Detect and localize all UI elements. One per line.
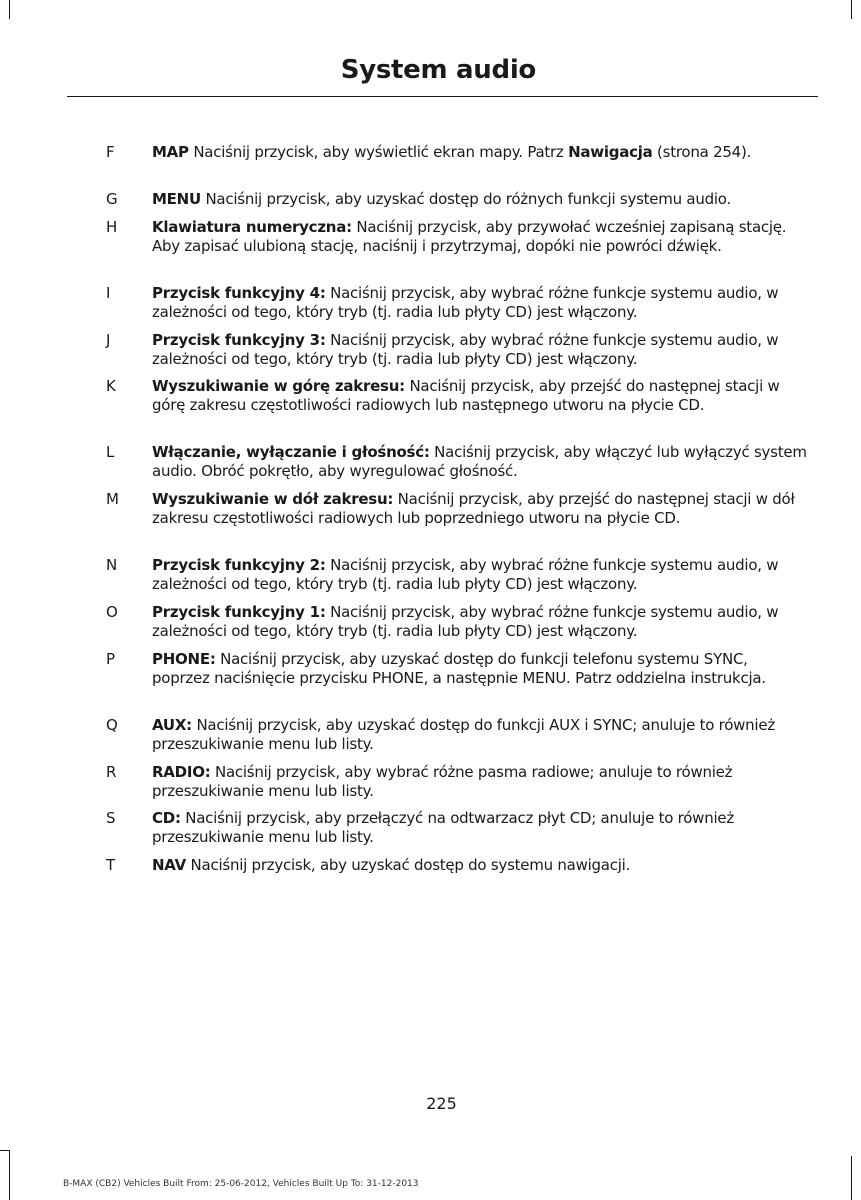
item-text: [152, 716, 809, 755]
item-letter: M: [106, 490, 119, 508]
item-term: RADIO:: [152, 763, 211, 781]
item-body: Naciśnij przycisk, aby wyświetlić ekran mapy. Patrz: [193, 143, 569, 161]
item-term: Przycisk funkcyjny 4:: [152, 284, 326, 302]
footer-vehicle-info: B-MAX (CB2) Vehicles Built From: 25-06-2012, Vehicles Built Up To: 31-12-2013: [63, 1179, 419, 1189]
item-letter: I: [106, 284, 111, 302]
item-reference: Nawigacja: [568, 143, 653, 161]
item-text: [152, 218, 809, 257]
item-term: MAP: [152, 143, 189, 161]
crop-mark-top-right: [851, 0, 852, 19]
item-text: [152, 377, 809, 416]
item-body: Naciśnij przycisk, aby uzyskać dostęp do systemu nawigacji.: [190, 856, 631, 874]
item-term: Klawiatura numeryczna:: [152, 218, 352, 236]
item-letter: O: [106, 603, 118, 621]
item-letter: T: [106, 856, 116, 874]
item-term: Przycisk funkcyjny 3:: [152, 331, 326, 349]
item-letter: N: [106, 556, 118, 574]
item-tail: (strona 254).: [652, 143, 752, 161]
item-body: Naciśnij przycisk, aby uzyskać dostęp do różnych funkcji systemu audio.: [205, 190, 731, 208]
item-body: Naciśnij przycisk, aby przełączyć na odtwarzacz płyt CD; anuluje to również przeszukiwanie menu lub listy.: [152, 809, 734, 847]
item-term: Wyszukiwanie w dół zakresu:: [152, 490, 394, 508]
item-text: [152, 284, 809, 323]
item-letter: S: [106, 809, 116, 827]
item-body: Naciśnij przycisk, aby wybrać różne funkcje systemu audio, w zależności od tego, który tryb (tj. radia lub płyty CD) jest włączony.: [152, 284, 779, 322]
header-divider: [67, 96, 818, 97]
item-term: PHONE:: [152, 650, 216, 668]
item-letter: L: [106, 443, 115, 461]
item-body: Naciśnij przycisk, aby wybrać różne pasma radiowe; anuluje to również przeszukiwanie menu lub listy.: [152, 763, 733, 801]
item-term: MENU: [152, 190, 201, 208]
item-body: Naciśnij przycisk, aby wybrać różne funkcje systemu audio, w zależności od tego, który tryb (tj. radia lub płyty CD) jest włączony.: [152, 331, 779, 369]
item-body: Naciśnij przycisk, aby włączyć lub wyłączyć system audio. Obróć pokrętło, aby wyregulować głośność.: [152, 443, 807, 481]
crop-mark-bottom-left: [9, 1150, 10, 1200]
item-text: [152, 190, 809, 209]
item-text: [152, 650, 809, 689]
item-body: Naciśnij przycisk, aby uzyskać dostęp do funkcji telefonu systemu SYNC, poprzez naciśnięcie przycisku PHONE, a następnie MENU. Patrz oddzielna instrukcja.: [152, 650, 766, 688]
item-text: [152, 556, 809, 595]
crop-mark-bottom-left-h: [0, 1150, 10, 1151]
item-term: AUX:: [152, 716, 192, 734]
item-body: Naciśnij przycisk, aby uzyskać dostęp do funkcji AUX i SYNC; anuluje to również przeszukiwanie menu lub listy.: [152, 716, 775, 754]
page-number: 225: [426, 1094, 457, 1113]
item-letter: H: [106, 218, 118, 236]
item-text: [152, 443, 809, 482]
item-text: [152, 143, 809, 162]
item-letter: R: [106, 763, 117, 781]
item-term: NAV: [152, 856, 187, 874]
item-letter: P: [106, 650, 116, 668]
item-term: Wyszukiwanie w górę zakresu:: [152, 377, 405, 395]
crop-mark-top-left: [9, 0, 10, 19]
item-text: [152, 331, 809, 370]
item-term: Włączanie, wyłączanie i głośność:: [152, 443, 430, 461]
item-term: Przycisk funkcyjny 2:: [152, 556, 326, 574]
item-letter: F: [106, 143, 115, 161]
item-letter: G: [106, 190, 118, 208]
item-text: [152, 763, 809, 802]
item-letter: K: [106, 377, 116, 395]
item-body: Naciśnij przycisk, aby przejść do następnej stacji w górę zakresu częstotliwości radiowych lub następnego utworu na płycie CD.: [152, 377, 780, 415]
page-title: System audio: [340, 55, 536, 85]
item-text: [152, 490, 809, 529]
item-body: Naciśnij przycisk, aby wybrać różne funkcje systemu audio, w zależności od tego, który tryb (tj. radia lub płyty CD) jest włączony.: [152, 556, 779, 594]
item-text: [152, 603, 809, 642]
item-text: [152, 856, 809, 875]
item-body: Naciśnij przycisk, aby przejść do następnej stacji w dół zakresu częstotliwości radiowych lub poprzedniego utworu na płycie CD.: [152, 490, 795, 528]
item-body: Naciśnij przycisk, aby przywołać wcześniej zapisaną stację. Aby zapisać ulubioną stację, naciśnij i przytrzymaj, dopóki nie powróci dźwięk.: [152, 218, 787, 256]
item-letter: J: [106, 331, 111, 349]
crop-mark-bottom-right: [851, 1156, 852, 1200]
item-term: Przycisk funkcyjny 1:: [152, 603, 326, 621]
item-letter: Q: [106, 716, 118, 734]
item-term: CD:: [152, 809, 181, 827]
item-body: Naciśnij przycisk, aby wybrać różne funkcje systemu audio, w zależności od tego, który tryb (tj. radia lub płyty CD) jest włączony.: [152, 603, 779, 641]
item-text: [152, 809, 809, 848]
